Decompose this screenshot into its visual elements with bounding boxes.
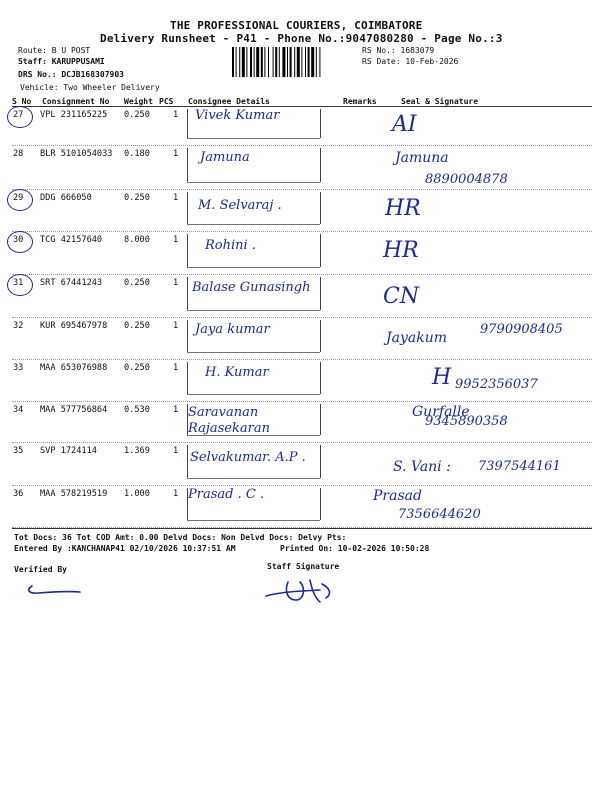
consignee-field-edge (187, 277, 188, 310)
row-weight: 0.250 (124, 321, 150, 331)
col-weight: Weight (124, 97, 153, 106)
row-sno: 31 (13, 278, 24, 288)
staff-signature-mark (260, 570, 355, 610)
row-consignee-handwritten: Balase Gunasingh (192, 280, 311, 295)
verified-by-label: Verified By (14, 565, 67, 574)
row-phone-handwritten: 9790908405 (480, 322, 563, 337)
col-pcs: PCS (159, 97, 174, 106)
row-consignment-no: DDG 666050 (40, 193, 92, 203)
totals-line: Tot Docs: 36 Tot COD Amt: 0.00 Delvd Docs: Non Delvd Docs: Delvy Pts: (14, 533, 347, 542)
consignee-field-edge (187, 445, 188, 478)
sno-circle-mark (7, 106, 33, 128)
row-signature-handwritten: HR (385, 196, 421, 221)
row-signature-handwritten: H (432, 365, 452, 390)
row-consignee-handwritten: M. Selvaraj . (198, 198, 282, 213)
sno-circle-mark (7, 274, 33, 296)
vehicle-label: Vehicle: Two Wheeler Delivery (20, 83, 160, 92)
route-label: Route: B U POST (18, 46, 91, 55)
entered-by: Entered By :KANCHANAP41 02/10/2026 10:37:51 AM (14, 544, 236, 553)
row-consignee-handwritten: Jamuna (200, 150, 250, 165)
drs-number: DRS No.: DCJB168307903 (18, 70, 124, 79)
row-divider (12, 401, 592, 402)
consignee-field-edge (187, 192, 188, 224)
consignee-field-edge (187, 148, 188, 182)
row-consignee-handwritten: Rohini . (205, 238, 256, 253)
col-remarks: Remarks (343, 97, 377, 106)
row-signature-handwritten: Jayakum (386, 330, 447, 346)
row-divider (12, 145, 592, 146)
row-weight: 0.250 (124, 193, 150, 203)
row-divider (12, 317, 592, 318)
row-signature-handwritten: Prasad (373, 488, 422, 504)
row-divider (12, 485, 592, 486)
runsheet-title: Delivery Runsheet - P41 - Phone No.:9047080280 - Page No.:3 (100, 32, 503, 45)
row-consignee-handwritten: Prasad . C . (188, 487, 265, 502)
row-signature-handwritten: S. Vani : (393, 459, 451, 475)
consignee-field-base (187, 182, 320, 183)
row-phone-handwritten: 7356644620 (398, 507, 481, 522)
rs-date: RS Date: 10-Feb-2026 (362, 57, 459, 66)
col-sno: S No (12, 97, 32, 106)
row-divider (12, 359, 592, 360)
company-name: THE PROFESSIONAL COURIERS, COIMBATORE (170, 19, 423, 32)
row-pcs: 1 (173, 446, 179, 456)
row-signature-handwritten: Jamuna (395, 150, 449, 166)
row-pcs: 1 (173, 235, 179, 245)
row-consignee-handwritten: Saravanan Rajasekaran (188, 405, 270, 436)
row-phone-handwritten: 8890004878 (425, 172, 508, 187)
row-weight: 0.180 (124, 149, 150, 159)
row-pcs: 1 (173, 193, 179, 203)
consignee-field-base (187, 224, 320, 225)
row-consignment-no: BLR 5101054033 (40, 149, 113, 159)
row-consignment-no: SVP 1724114 (40, 446, 97, 456)
row-sno: 34 (13, 405, 24, 415)
row-sno: 27 (13, 110, 24, 120)
row-phone-handwritten: 9952356037 (455, 377, 538, 392)
row-divider (12, 442, 592, 443)
verified-signature-mark (20, 572, 90, 597)
row-divider (12, 231, 592, 232)
footer-divider (12, 528, 592, 529)
row-phone-handwritten: 7397544161 (478, 459, 561, 474)
row-consignment-no: MAA 578219519 (40, 489, 108, 499)
consignee-field-edge (187, 362, 188, 394)
row-consignment-no: MAA 653076988 (40, 363, 108, 373)
row-pcs: 1 (173, 489, 179, 499)
consignee-field-base (187, 138, 320, 139)
consignee-field-base (187, 267, 320, 268)
consignee-field-base (187, 520, 320, 521)
consignee-field-edge (187, 109, 188, 138)
row-pcs: 1 (173, 278, 179, 288)
row-pcs: 1 (173, 149, 179, 159)
row-consignment-no: SRT 67441243 (40, 278, 103, 288)
printed-on: Printed On: 10-02-2026 10:50:28 (280, 544, 430, 553)
row-sno: 29 (13, 193, 24, 203)
row-consignment-no: TCG 42157640 (40, 235, 103, 245)
header-divider (12, 106, 592, 107)
row-consignment-no: VPL 231165225 (40, 110, 108, 120)
row-sno: 30 (13, 235, 24, 245)
staff-label: Staff: KARUPPUSAMI (18, 57, 105, 66)
barcode (232, 47, 357, 77)
consignee-field-edge (187, 234, 188, 267)
sno-circle-mark (7, 189, 33, 211)
row-signature-handwritten: AI (392, 112, 417, 137)
row-divider (12, 274, 592, 275)
row-consignee-handwritten: Vivek Kumar (195, 108, 280, 123)
row-sno: 36 (13, 489, 24, 499)
row-weight: 0.250 (124, 363, 150, 373)
row-weight: 8.000 (124, 235, 150, 245)
row-pcs: 1 (173, 110, 179, 120)
row-weight: 0.250 (124, 110, 150, 120)
row-divider (12, 189, 592, 190)
col-signature: Seal & Signature (401, 97, 479, 106)
staff-signature-label: Staff Signature (267, 562, 340, 571)
row-pcs: 1 (173, 363, 179, 373)
consignee-field-base (187, 310, 320, 311)
row-sno: 35 (13, 446, 24, 456)
col-consignment: Consignment No (42, 97, 110, 106)
row-signature-handwritten: Gurfalle (412, 404, 470, 420)
row-pcs: 1 (173, 405, 179, 415)
consignee-field-base (187, 394, 320, 395)
row-consignee-handwritten: Jaya kumar (195, 322, 270, 337)
row-signature-handwritten: HR (383, 238, 419, 263)
row-sno: 28 (13, 149, 24, 159)
row-consignee-handwritten: Selvakumar. A.P . (190, 450, 306, 465)
row-consignment-no: KUR 695467978 (40, 321, 108, 331)
rs-number: RS No.: 1683079 (362, 46, 435, 55)
row-sno: 32 (13, 321, 24, 331)
row-signature-handwritten: CN (383, 284, 420, 309)
row-weight: 1.369 (124, 446, 150, 456)
row-weight: 1.000 (124, 489, 150, 499)
row-consignee-handwritten: H. Kumar (205, 365, 269, 380)
consignee-field-edge (187, 320, 188, 352)
row-pcs: 1 (173, 321, 179, 331)
col-consignee: Consignee Details (188, 97, 270, 106)
consignee-field-base (187, 352, 320, 353)
row-sno: 33 (13, 363, 24, 373)
row-weight: 0.250 (124, 278, 150, 288)
consignee-field-base (187, 478, 320, 479)
row-consignment-no: MAA 577756864 (40, 405, 108, 415)
row-weight: 0.530 (124, 405, 150, 415)
row-phone-handwritten: 9345890358 (425, 414, 508, 429)
sno-circle-mark (7, 231, 33, 253)
